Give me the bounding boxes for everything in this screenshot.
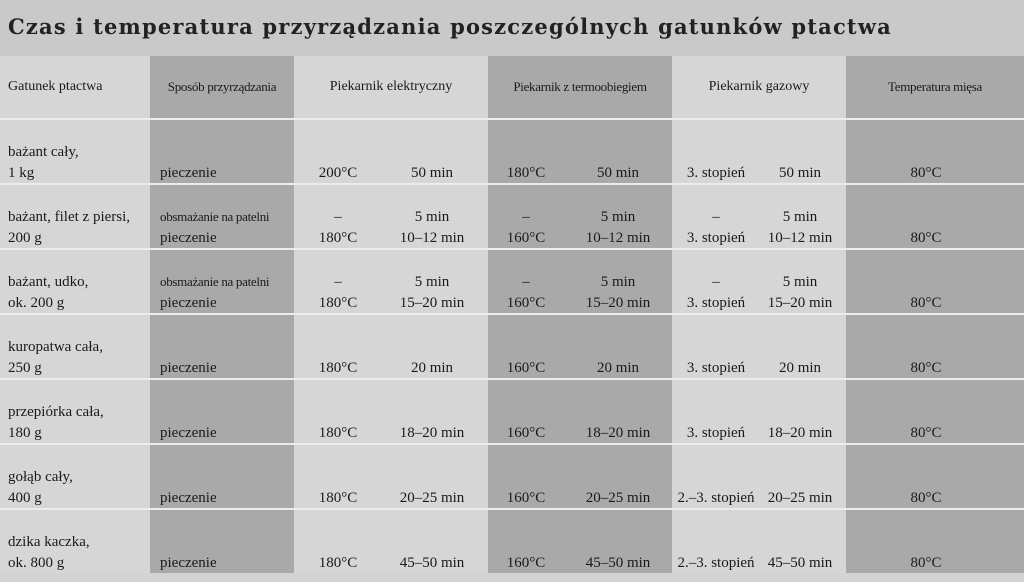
electric-time: 50 min (410, 165, 454, 181)
gas-time: 50 min (778, 165, 822, 181)
electric-time: 10–12 min (399, 230, 465, 246)
gas-temp: 2.–3. stopień (677, 490, 755, 506)
table-row-electric (294, 118, 488, 183)
gas-time: 10–12 min (767, 230, 833, 246)
table-row-electric (294, 183, 488, 248)
table-row-bird (0, 508, 150, 573)
convection-time: 20–25 min (585, 490, 651, 506)
gas-time: 20–25 min (767, 490, 833, 506)
bird-name: bażant cały, (8, 144, 79, 160)
bird-name: bażant, filet z piersi, (8, 209, 131, 225)
electric-time: 15–20 min (399, 295, 465, 311)
title-bar (0, 0, 1024, 56)
bird-name: 180 g (8, 425, 42, 441)
bird-name: gołąb cały, (8, 469, 73, 485)
electric-temp: 180°C (318, 230, 358, 246)
bird-name: kuropatwa cała, (8, 339, 103, 355)
bird-name: 200 g (8, 230, 42, 246)
table-row-electric (294, 443, 488, 508)
electric-temp: 180°C (318, 295, 358, 311)
bird-name: ok. 800 g (8, 555, 65, 571)
table-row-convection (488, 118, 672, 183)
convection-temp: – (522, 274, 530, 290)
table-row-method (150, 183, 294, 248)
table-row-electric (294, 378, 488, 443)
electric-time: 18–20 min (399, 425, 465, 441)
gas-time: 20 min (778, 360, 822, 376)
electric-temp: 180°C (318, 555, 358, 571)
page-title: Czas i temperatura przyrządzania poszczególnych gatunków ptactwa (8, 14, 892, 39)
cooking-table (0, 56, 1024, 582)
convection-time: 5 min (600, 209, 636, 225)
convection-temp: 160°C (506, 360, 546, 376)
bird-name: bażant, udko, (8, 274, 89, 290)
gas-temp: 3. stopień (686, 295, 746, 311)
convection-temp: 160°C (506, 555, 546, 571)
table-row-gas (672, 118, 846, 183)
gas-time: 45–50 min (767, 555, 833, 571)
table-row-method (150, 118, 294, 183)
electric-time: 45–50 min (399, 555, 465, 571)
electric-time: 5 min (414, 274, 450, 290)
table-row-convection (488, 313, 672, 378)
convection-time: 50 min (596, 165, 640, 181)
table-row-gas (672, 248, 846, 313)
method-text: pieczenie (160, 490, 217, 506)
header-gatunek: Gatunek ptactwa (0, 56, 150, 118)
electric-temp: 200°C (318, 165, 358, 181)
method-text: pieczenie (160, 295, 217, 311)
table-row-convection (488, 378, 672, 443)
convection-time: 5 min (600, 274, 636, 290)
table-row-electric (294, 248, 488, 313)
convection-temp: 160°C (506, 490, 546, 506)
convection-time: 10–12 min (585, 230, 651, 246)
table-row-electric (294, 508, 488, 573)
table-row-meat-temp (846, 443, 1024, 508)
gas-temp: 3. stopień (686, 425, 746, 441)
table-row-bird (0, 248, 150, 313)
table-row-gas (672, 378, 846, 443)
convection-temp: 180°C (506, 165, 546, 181)
bird-name: 250 g (8, 360, 42, 376)
meat-temp: 80°C (910, 490, 942, 506)
gas-temp: – (712, 274, 720, 290)
convection-temp: – (522, 209, 530, 225)
electric-time: 20–25 min (399, 490, 465, 506)
gas-temp: 3. stopień (686, 360, 746, 376)
table-row-convection (488, 183, 672, 248)
header-sposob: Sposób przyrządzania (150, 56, 294, 118)
method-text: pieczenie (160, 555, 217, 571)
table-row-gas (672, 183, 846, 248)
convection-temp: 160°C (506, 425, 546, 441)
bird-name: 400 g (8, 490, 42, 506)
table-row-method (150, 443, 294, 508)
electric-temp: 180°C (318, 425, 358, 441)
table-row-meat-temp (846, 183, 1024, 248)
meat-temp: 80°C (910, 295, 942, 311)
table-row-gas (672, 313, 846, 378)
gas-time: 5 min (782, 274, 818, 290)
electric-temp: – (334, 274, 342, 290)
table-row-meat-temp (846, 378, 1024, 443)
electric-time: 20 min (410, 360, 454, 376)
table-row-meat-temp (846, 118, 1024, 183)
bird-name: 1 kg (8, 165, 35, 181)
table-row-bird (0, 443, 150, 508)
convection-time: 15–20 min (585, 295, 651, 311)
method-text: pieczenie (160, 425, 217, 441)
method-text: pieczenie (160, 360, 217, 376)
table-row-bird (0, 313, 150, 378)
meat-temp: 80°C (910, 165, 942, 181)
header-temperatura-miesa: Temperatura mięsa (846, 56, 1024, 118)
table-row-convection (488, 443, 672, 508)
table-row-meat-temp (846, 508, 1024, 573)
method-text: obsmażanie na patelni (160, 209, 270, 224)
electric-temp: 180°C (318, 360, 358, 376)
meat-temp: 80°C (910, 360, 942, 376)
table-row-electric (294, 313, 488, 378)
table-row-convection (488, 248, 672, 313)
electric-temp: – (334, 209, 342, 225)
table-row-method (150, 378, 294, 443)
table-row-method (150, 248, 294, 313)
method-text: obsmażanie na patelni (160, 274, 270, 289)
gas-temp: 3. stopień (686, 230, 746, 246)
electric-temp: 180°C (318, 490, 358, 506)
gas-time: 18–20 min (767, 425, 833, 441)
table-row-convection (488, 508, 672, 573)
convection-temp: 160°C (506, 295, 546, 311)
convection-temp: 160°C (506, 230, 546, 246)
table-row-method (150, 313, 294, 378)
header-termoobieg: Piekarnik z termoobiegiem (488, 56, 672, 118)
table-row-gas (672, 443, 846, 508)
table-row-bird (0, 378, 150, 443)
bird-name: dzika kaczka, (8, 534, 90, 550)
gas-temp: – (712, 209, 720, 225)
header-elektryczny: Piekarnik elektryczny (294, 56, 488, 118)
gas-time: 15–20 min (767, 295, 833, 311)
bird-name: ok. 200 g (8, 295, 65, 311)
meat-temp: 80°C (910, 425, 942, 441)
bird-name: przepiórka cała, (8, 404, 104, 420)
table-row-gas (672, 508, 846, 573)
table-row-meat-temp (846, 248, 1024, 313)
gas-time: 5 min (782, 209, 818, 225)
convection-time: 20 min (596, 360, 640, 376)
meat-temp: 80°C (910, 230, 942, 246)
table-row-bird (0, 118, 150, 183)
table-row-method (150, 508, 294, 573)
gas-temp: 2.–3. stopień (677, 555, 755, 571)
electric-time: 5 min (414, 209, 450, 225)
method-text: pieczenie (160, 230, 217, 246)
method-text: pieczenie (160, 165, 217, 181)
table-row-meat-temp (846, 313, 1024, 378)
convection-time: 45–50 min (585, 555, 651, 571)
meat-temp: 80°C (910, 555, 942, 571)
header-gazowy: Piekarnik gazowy (672, 56, 846, 118)
convection-time: 18–20 min (585, 425, 651, 441)
gas-temp: 3. stopień (686, 165, 746, 181)
table-row-bird (0, 183, 150, 248)
